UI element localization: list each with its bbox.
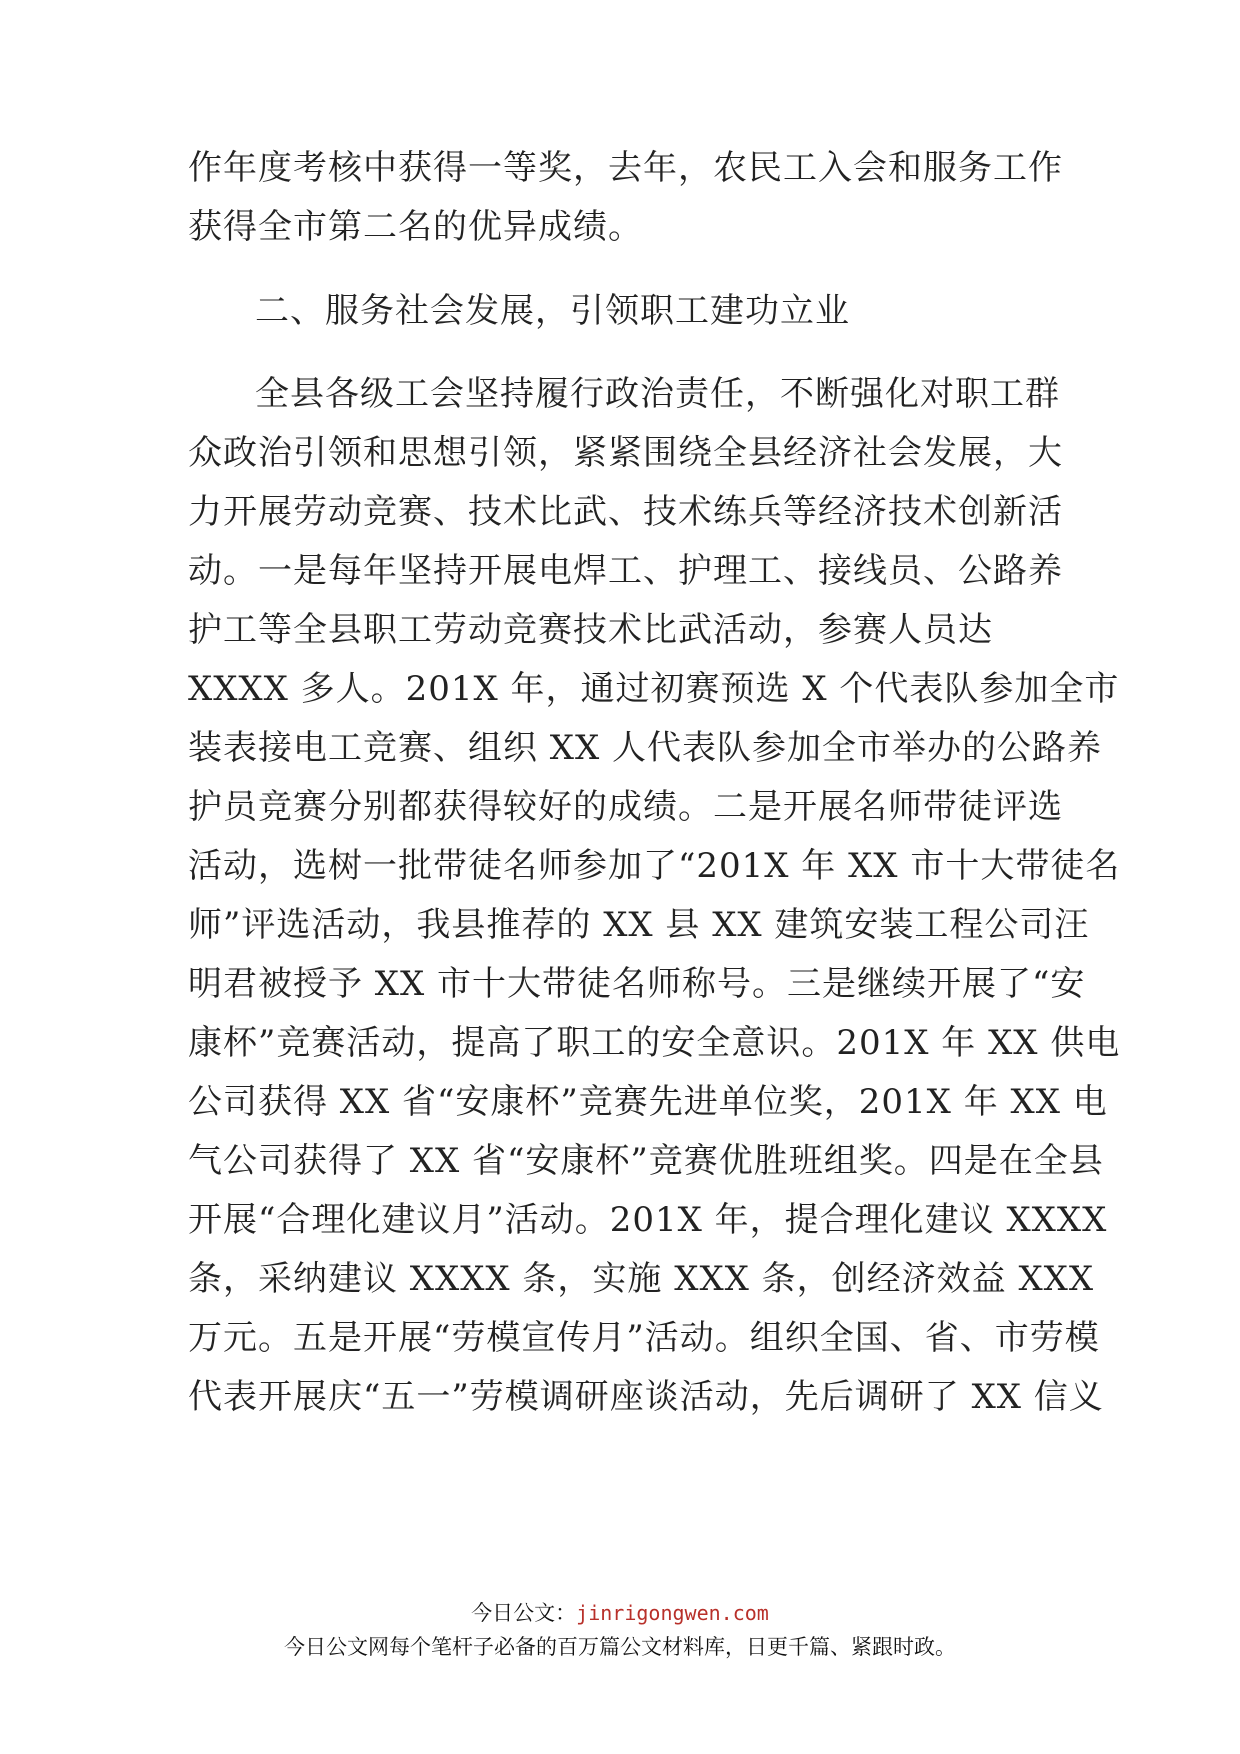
- body-text-line: 力开展劳动竞赛、技术比武、技术练兵等经济技术创新活: [188, 492, 1063, 532]
- body-text-line: 开展“合理化建议月”活动。201X 年，提合理化建议 XXXX: [188, 1200, 1108, 1240]
- body-text-line: 装表接电工竞赛、组织 XX 人代表队参加全市举办的公路养: [188, 728, 1103, 768]
- body-text-line: 护员竞赛分别都获得较好的成绩。二是开展名师带徒评选: [188, 787, 1063, 827]
- body-text-line: 护工等全县职工劳动竞赛技术比武活动，参赛人员达: [188, 610, 993, 650]
- body-text-line: 全县各级工会坚持履行政治责任，不断强化对职工群: [255, 374, 1060, 414]
- body-text-line: 条，采纳建议 XXXX 条，实施 XXX 条，创经济效益 XXX: [188, 1259, 1095, 1299]
- body-text-line: 众政治引领和思想引领，紧紧围绕全县经济社会发展，大: [188, 433, 1063, 473]
- body-text-line: 活动，选树一批带徒名师参加了“201X 年 XX 市十大带徒名: [188, 846, 1121, 886]
- body-text-line: 气公司获得了 XX 省“安康杯”竞赛优胜班组奖。四是在全县: [188, 1141, 1104, 1181]
- footer-url-link[interactable]: jinrigongwen.com: [576, 1601, 769, 1625]
- body-text-line: 动。一是每年坚持开展电焊工、护理工、接线员、公路养: [188, 551, 1063, 591]
- body-text-line: 师”评选活动，我县推荐的 XX 县 XX 建筑安装工程公司汪: [188, 905, 1090, 945]
- body-text-line: 获得全市第二名的优异成绩。: [188, 207, 643, 247]
- section-heading: 二、服务社会发展，引领职工建功立业: [255, 291, 850, 331]
- body-text-line: 代表开展庆“五一”劳模调研座谈活动，先后调研了 XX 信义: [188, 1377, 1104, 1417]
- body-text-line: 作年度考核中获得一等奖，去年，农民工入会和服务工作: [188, 148, 1063, 188]
- body-text-line: 公司获得 XX 省“安康杯”竞赛先进单位奖，201X 年 XX 电: [188, 1082, 1108, 1122]
- body-text-line: XXXX 多人。201X 年，通过初赛预选 X 个代表队参加全市: [188, 669, 1120, 709]
- body-text-line: 康杯”竞赛活动，提高了职工的安全意识。201X 年 XX 供电: [188, 1023, 1121, 1063]
- body-text-line: 明君被授予 XX 市十大带徒名师称号。三是继续开展了“安: [188, 964, 1086, 1004]
- footer-tagline: 今日公文网每个笔杆子必备的百万篇公文材料库，日更千篇、紧跟时政。: [284, 1635, 956, 1659]
- footer-source: [0, 1600, 1240, 1626]
- footer-label: 今日公文：: [471, 1601, 577, 1625]
- body-text-line: 万元。五是开展“劳模宣传月”活动。组织全国、省、市劳模: [188, 1318, 1100, 1358]
